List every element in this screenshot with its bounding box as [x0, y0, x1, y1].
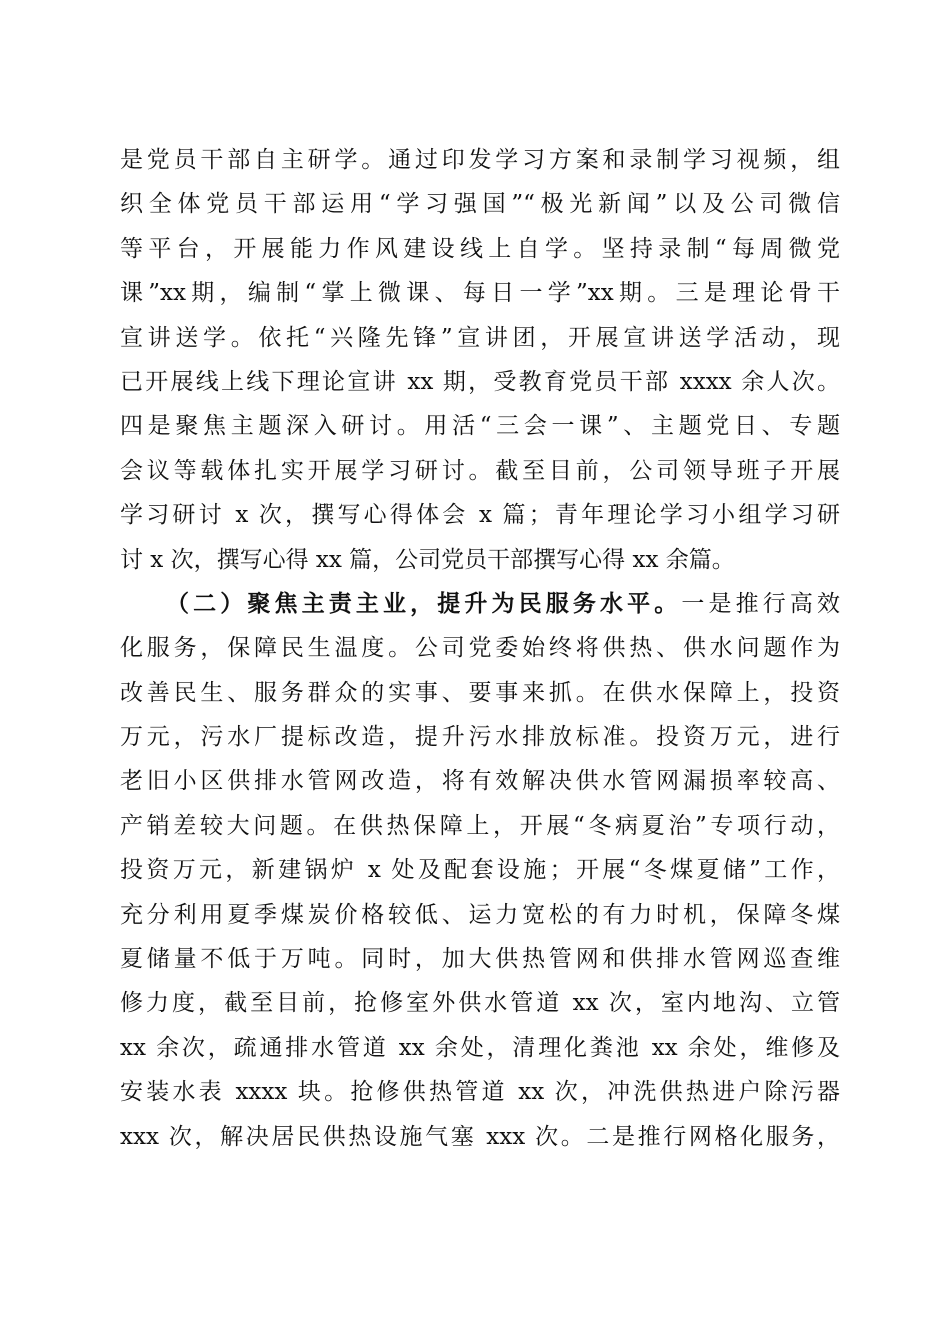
text-line: 投资万元，新建锅炉 x 处及配套设施；开展“冬煤夏储”工作，: [120, 857, 840, 884]
section-heading-rest: 一是推行高效: [681, 590, 840, 617]
body-text: [120, 138, 840, 1159]
section-heading-line: [120, 582, 840, 626]
text-line: 讨 x 次，撰写心得 xx 篇，公司党员干部撰写心得 xx 余篇。: [120, 546, 735, 573]
text-line: 夏储量不低于万吨。同时，加大供热管网和供排水管网巡查维: [120, 946, 840, 973]
text-line: 宣讲送学。依托“兴隆先锋”宣讲团，开展宣讲送学活动，现: [120, 324, 840, 351]
text-line: 织全体党员干部运用“学习强国”“极光新闻”以及公司微信: [120, 191, 840, 218]
text-line: xx 余次，疏通排水管道 xx 余处，清理化粪池 xx 余处，维修及: [120, 1034, 840, 1061]
text-line: 老旧小区供排水管网改造，将有效解决供水管网漏损率较高、: [120, 768, 840, 795]
text-line: 安装水表 xxxx 块。抢修供热管道 xx 次，冲洗供热进户除污器: [120, 1079, 840, 1106]
text-line: 产销差较大问题。在供热保障上，开展“冬病夏治”专项行动，: [120, 812, 840, 839]
text-line: 充分利用夏季煤炭价格较低、运力宽松的有力时机，保障冬煤: [120, 901, 840, 928]
section-heading: （二）聚焦主责主业，提升为民服务水平。: [166, 589, 682, 617]
text-line: 四是聚焦主题深入研讨。用活“三会一课”、主题党日、专题: [120, 413, 840, 440]
text-line: 课”xx期，编制“掌上微课、每日一学”xx期。三是理论骨干: [120, 280, 840, 307]
text-line: 是党员干部自主研学。通过印发学习方案和录制学习视频，组: [120, 147, 840, 173]
text-line: 等平台，开展能力作风建设线上自学。坚持录制“每周微党: [120, 235, 840, 262]
text-line: 改善民生、服务群众的实事、要事来抓。在供水保障上，投资: [120, 679, 840, 706]
text-line: 万元，污水厂提标改造，提升污水排放标准。投资万元，进行: [120, 724, 840, 751]
text-line: 学习研讨 x 次，撰写心得体会 x 篇；青年理论学习小组学习研: [120, 502, 840, 529]
text-line: 会议等载体扎实开展学习研讨。截至目前，公司领导班子开展: [120, 457, 840, 484]
text-line: 已开展线上线下理论宣讲 xx 期，受教育党员干部 xxxx 余人次。: [120, 368, 840, 395]
text-line: xxx 次，解决居民供热设施气塞 xxx 次。二是推行网格化服务，: [120, 1123, 840, 1150]
text-line: 化服务，保障民生温度。公司党委始终将供热、供水问题作为: [120, 635, 840, 662]
text-line: 修力度，截至目前，抢修室外供水管道 xx 次，室内地沟、立管: [120, 990, 840, 1017]
